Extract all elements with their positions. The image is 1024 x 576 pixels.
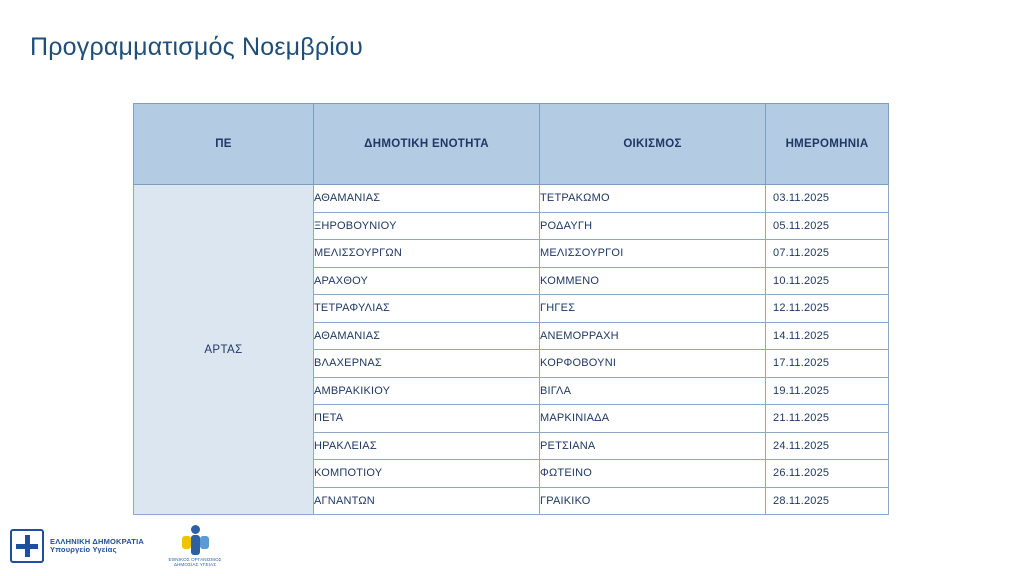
cell-date: 03.11.2025 [766,185,889,213]
cell-date: 05.11.2025 [766,212,889,240]
table-header [134,104,889,185]
cell-dimotiki-enotita: ΗΡΑΚΛΕΙΑΣ [314,432,540,460]
cell-dimotiki-enotita: ΠΕΤΑ [314,405,540,433]
cell-date: 28.11.2025 [766,487,889,515]
footer-logos [10,525,232,568]
column-header-pe: ΠΕ [134,104,314,185]
cell-dimotiki-enotita: ΑΘΑΜΑΝΙΑΣ [314,185,540,213]
eody-name: ΕΘΝΙΚΟΣ ΟΡΓΑΝΙΣΜΟΣ ΔΗΜΟΣΙΑΣ ΥΓΕΙΑΣ [168,556,222,568]
cell-dimotiki-enotita: ΒΛΑΧΕΡΝΑΣ [314,350,540,378]
column-header-dimotiki-enotita: ΔΗΜΟΤΙΚΗ ΕΝΟΤΗΤΑ [314,104,540,185]
schedule-table [133,103,889,515]
cell-oikismos: ΓΡΑΙΚΙΚΟ [540,487,766,515]
cell-oikismos: ΚΟΡΦΟΒΟΥΝΙ [540,350,766,378]
cell-date: 24.11.2025 [766,432,889,460]
schedule-table-wrapper [133,103,888,515]
cell-dimotiki-enotita: ΑΓΝΑΝΤΩΝ [314,487,540,515]
cell-oikismos: ΑΝΕΜΟΡΡΑΧΗ [540,322,766,350]
pe-cell-artas: ΑΡΤΑΣ [134,185,314,515]
table-header-row [134,104,889,185]
table-body [134,185,889,515]
cell-dimotiki-enotita: ΤΕΤΡΑΦΥΛΙΑΣ [314,295,540,323]
cell-oikismos: ΦΩΤΕΙΝΟ [540,460,766,488]
cell-oikismos: ΡΕΤΣΙΑΝΑ [540,432,766,460]
column-header-oikismos: ΟΙΚΙΣΜΟΣ [540,104,766,185]
hellenic-republic-logo [10,529,144,563]
cell-date: 10.11.2025 [766,267,889,295]
cell-oikismos: ΜΑΡΚΙΝΙΑΔΑ [540,405,766,433]
cell-oikismos: ΓΗΓΕΣ [540,295,766,323]
hellenic-republic-text [50,538,144,555]
cell-date: 14.11.2025 [766,322,889,350]
cell-dimotiki-enotita: ΞΗΡΟΒΟΥΝΙΟΥ [314,212,540,240]
cell-date: 12.11.2025 [766,295,889,323]
column-header-imerominia: ΗΜΕΡΟΜΗΝΙΑ [766,104,889,185]
cell-oikismos: ΡΟΔΑΥΓΗ [540,212,766,240]
gov-line-2: Υπουργείο Υγείας [50,545,117,555]
eody-logo [158,525,232,568]
cell-oikismos: ΤΕΤΡΑΚΩΜΟ [540,185,766,213]
cell-oikismos: ΒΙΓΛΑ [540,377,766,405]
cell-date: 17.11.2025 [766,350,889,378]
cell-dimotiki-enotita: ΑΡΑΧΘΟΥ [314,267,540,295]
cell-dimotiki-enotita: ΚΟΜΠΟΤΙΟΥ [314,460,540,488]
cell-date: 19.11.2025 [766,377,889,405]
cell-dimotiki-enotita: ΑΘΑΜΑΝΙΑΣ [314,322,540,350]
cell-dimotiki-enotita: ΜΕΛΙΣΣΟΥΡΓΩΝ [314,240,540,268]
page-title: Προγραμματισμός Νοεμβρίου [30,33,364,61]
cell-oikismos: ΚΟΜΜΕΝΟ [540,267,766,295]
cell-date: 21.11.2025 [766,405,889,433]
cell-date: 07.11.2025 [766,240,889,268]
cell-date: 26.11.2025 [766,460,889,488]
table-row [134,185,889,213]
gov-line-1: ΕΛΛΗΝΙΚΗ ΔΗΜΟΚΡΑΤΙΑ [50,536,144,546]
greek-cross-emblem-icon [10,529,44,563]
cell-oikismos: ΜΕΛΙΣΣΟΥΡΓΟΙ [540,240,766,268]
cell-dimotiki-enotita: ΑΜΒΡΑΚΙΚΙΟΥ [314,377,540,405]
eody-figure-icon [180,525,210,555]
